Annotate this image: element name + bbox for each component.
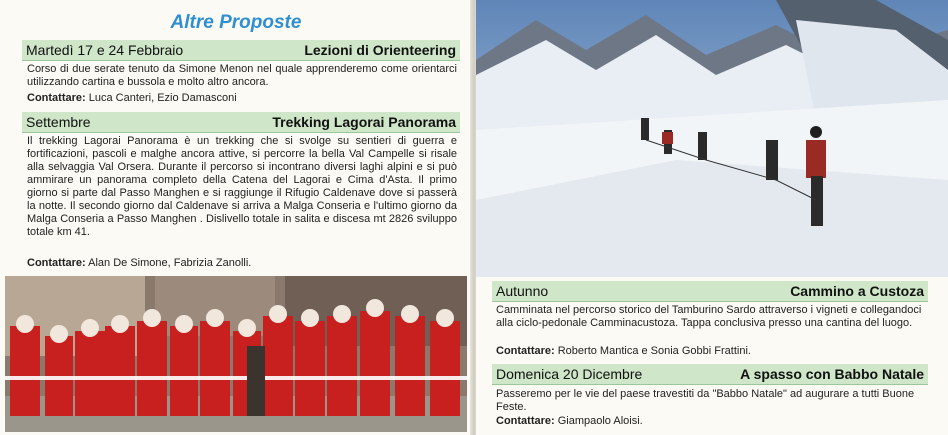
event-date: Martedì 17 e 24 Febbraio bbox=[26, 42, 184, 58]
right-page bbox=[476, 0, 948, 435]
contact-names: Luca Canteri, Ezio Damasconi bbox=[88, 92, 237, 104]
event-date: Domenica 20 Dicembre bbox=[496, 366, 643, 382]
event-date: Autunno bbox=[496, 283, 549, 299]
left-page bbox=[0, 0, 472, 435]
event-date: Settembre bbox=[26, 114, 91, 130]
mountaineering-photo bbox=[476, 0, 948, 277]
event-bar-trekking bbox=[22, 112, 460, 133]
event-bar-orienteering bbox=[22, 40, 460, 61]
event-contact bbox=[496, 345, 751, 357]
mountain-illustration bbox=[476, 0, 948, 277]
event-name: Cammino a Custoza bbox=[790, 283, 924, 299]
contact-names: Roberto Mantica e Sonia Gobbi Frattini. bbox=[557, 345, 751, 357]
contact-label: Contattare: bbox=[496, 415, 555, 427]
santa-group-photo bbox=[5, 276, 467, 432]
contact-label: Contattare: bbox=[27, 92, 86, 104]
event-bar-babbo-natale bbox=[492, 364, 928, 385]
event-name: Lezioni di Orienteering bbox=[304, 42, 456, 58]
event-bar-custoza bbox=[492, 281, 928, 302]
event-name: A spasso con Babbo Natale bbox=[740, 366, 924, 382]
event-contact bbox=[27, 92, 237, 104]
event-description: Passeremo per le vie del paese travestiti da "Babbo Natale" ad augurare a tutti Buone Feste. bbox=[496, 388, 915, 413]
event-description: Camminata nel percorso storico del Tamburino Sardo attraverso i vigneti e collegandoci alla ciclo-pedonale Camminacustoza. Tappa conclusiva presso una cantina del luogo. bbox=[496, 304, 922, 329]
contact-label: Contattare: bbox=[496, 345, 555, 357]
event-name: Trekking Lagorai Panorama bbox=[272, 114, 456, 130]
event-description: Corso di due serate tenuto da Simone Menon nel quale apprenderemo come orientarci utilizzando cartina e bussola e molto altro ancora. bbox=[27, 63, 457, 88]
santa-photo-illustration bbox=[5, 276, 467, 432]
contact-label: Contattare: bbox=[27, 257, 86, 269]
event-contact bbox=[496, 415, 643, 427]
contact-names: Alan De Simone, Fabrizia Zanolli. bbox=[88, 257, 252, 269]
event-contact bbox=[27, 257, 251, 269]
contact-names: Giampaolo Aloisi. bbox=[557, 415, 643, 427]
section-title: Altre Proposte bbox=[170, 12, 302, 33]
event-description: Il trekking Lagorai Panorama è un trekking che si svolge su sentieri di guerra e fortificazioni, pascoli e malghe ancora attive, si percorre la bella Val Campelle si risale alla selvaggia Val Orsera. Durante il percorso si incontrano diversi laghi alpini e si può ammirare un panorama completo della Catena del Lagorai e Cima d'Asta. Il primo giorno si parte dal Passo Manghen e si raggiunge il Rifugio Caldenave dove si passerà la notte. Il secondo giorno dal Caldenave si arriva a Malga Conseria e l'ultimo giorno da Malga Conseria a Passo Manghen . Dislivello totale in salita e discesa mt 2826 sviluppo totale km 41. bbox=[27, 135, 457, 238]
